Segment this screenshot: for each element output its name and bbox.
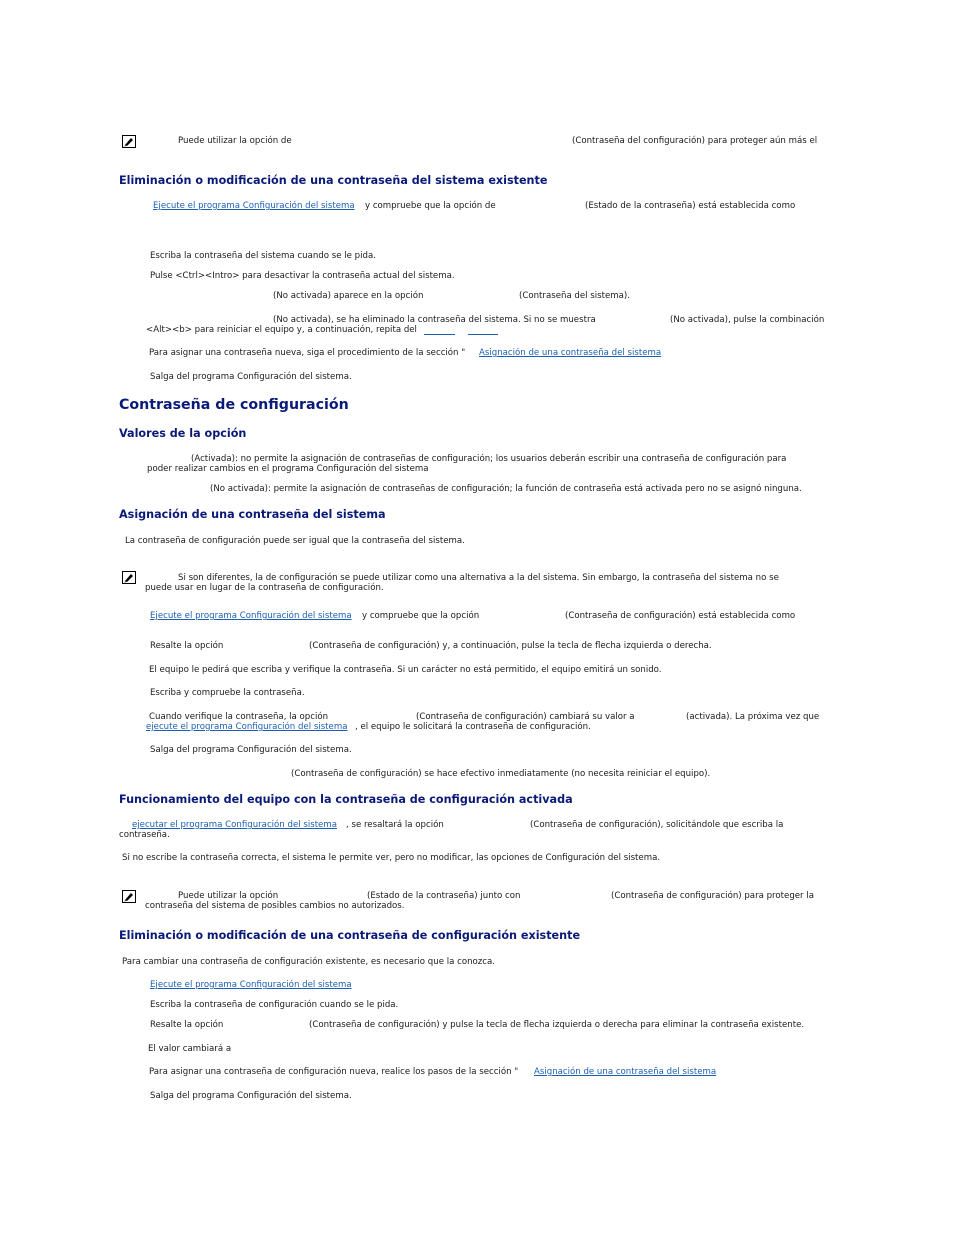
step-text: (Estado de la contraseña) está establecida como xyxy=(585,201,796,211)
option-text: poder realizar cambios en el programa Configuración del sistema xyxy=(147,464,429,474)
step-text: (Contraseña de configuración) está establecida como xyxy=(565,611,796,621)
step-text: Escriba y compruebe la contraseña. xyxy=(150,688,305,698)
step-reference-link[interactable] xyxy=(468,325,498,335)
run-setup-link[interactable]: ejecute el programa Configuración del sistema xyxy=(146,722,348,732)
section-heading: Funcionamiento del equipo con la contraseña de configuración activada xyxy=(119,793,573,806)
run-setup-link[interactable]: Ejecute el programa Configuración del sistema xyxy=(150,980,352,990)
step-text: , el equipo le solicitará la contraseña de configuración. xyxy=(355,722,591,732)
step-text: (Contraseña de configuración) cambiará su valor a xyxy=(416,712,635,722)
note-text: Puede utilizar la opción de xyxy=(178,136,292,146)
section-heading: Asignación de una contraseña del sistema xyxy=(119,508,386,521)
paragraph: Para cambiar una contraseña de configuración existente, es necesario que la conozca. xyxy=(122,957,496,967)
step-text: Salga del programa Configuración del sistema. xyxy=(150,372,352,382)
note-text: (Contraseña de configuración) para proteger la xyxy=(611,891,814,901)
run-setup-link[interactable]: Ejecute el programa Configuración del sistema xyxy=(153,201,355,211)
paragraph: Si no escribe la contraseña correcta, el sistema le permite ver, pero no modificar, las opciones de Configuración del sistema. xyxy=(122,853,661,863)
note-text: Si son diferentes, la de configuración se puede utilizar como una alternativa a la del sistema. Sin embargo, la contraseña del sistema no se xyxy=(178,573,779,583)
step-text: (Contraseña de configuración) y, a continuación, pulse la tecla de flecha izquierda o derecha. xyxy=(309,641,712,651)
run-setup-link[interactable]: Ejecute el programa Configuración del sistema xyxy=(150,611,352,621)
paragraph: (Contraseña de configuración) se hace efectivo inmediatamente (no necesita reiniciar el equipo). xyxy=(291,769,711,779)
step-text: Pulse <Ctrl><Intro> para desactivar la contraseña actual del sistema. xyxy=(150,271,455,281)
step-text: Cuando verifique la contraseña, la opción xyxy=(149,712,329,722)
step-text: (No activada) aparece en la opción xyxy=(273,291,424,301)
step-text: (activada). La próxima vez que xyxy=(686,712,820,722)
step-text: (No activada), pulse la combinación xyxy=(670,315,825,325)
step-text: El valor cambiará a xyxy=(148,1044,232,1054)
section-heading: Eliminación o modificación de una contraseña del sistema existente xyxy=(119,174,548,187)
paragraph: contraseña. xyxy=(119,830,170,840)
step-text: (No activada), se ha eliminado la contraseña del sistema. Si no se muestra xyxy=(273,315,596,325)
step-text: Salga del programa Configuración del sistema. xyxy=(150,1091,352,1101)
step-text: Para asignar una contraseña nueva, siga el procedimiento de la sección " xyxy=(149,348,466,358)
step-text: El equipo le pedirá que escriba y verifique la contraseña. Si un carácter no está permitido, el equipo emitirá un sonido. xyxy=(149,665,662,675)
option-text: (Activada): no permite la asignación de contraseñas de configuración; los usuarios deberán escribir una contraseña de configuración para xyxy=(191,454,787,464)
step-text: Resalte la opción xyxy=(150,1020,224,1030)
step-text: (Contraseña de configuración) y pulse la tecla de flecha izquierda o derecha para eliminar la contraseña existente. xyxy=(309,1020,805,1030)
step-text: <Alt><b> para reiniciar el equipo y, a continuación, repita del xyxy=(146,325,417,335)
note-icon xyxy=(122,571,136,584)
paragraph: (Contraseña de configuración), solicitándole que escriba la xyxy=(530,820,784,830)
step-reference-link[interactable] xyxy=(424,325,455,335)
note-text: (Estado de la contraseña) junto con xyxy=(367,891,521,901)
note-text: (Contraseña del configuración) para proteger aún más el xyxy=(572,136,818,146)
paragraph: , se resaltará la opción xyxy=(346,820,444,830)
assign-password-link[interactable]: Asignación de una contraseña del sistema xyxy=(479,348,662,358)
step-text: Escriba la contraseña del sistema cuando se le pida. xyxy=(150,251,376,261)
assign-password-link[interactable]: Asignación de una contraseña del sistema xyxy=(534,1067,717,1077)
page-title: Contraseña de configuración xyxy=(119,397,349,413)
section-heading: Valores de la opción xyxy=(119,427,247,440)
note-text: puede usar en lugar de la contraseña de configuración. xyxy=(145,583,384,593)
step-text: Salga del programa Configuración del sistema. xyxy=(150,745,352,755)
step-text: Resalte la opción xyxy=(150,641,224,651)
option-text: (No activada): permite la asignación de contraseñas de configuración; la función de contraseña está activada pero no se asignó ninguna. xyxy=(210,484,802,494)
step-text: Escriba la contraseña de configuración cuando se le pida. xyxy=(150,1000,399,1010)
section-heading: Eliminación o modificación de una contraseña de configuración existente xyxy=(119,929,581,942)
note-icon xyxy=(122,135,136,148)
step-text: Para asignar una contraseña de configuración nueva, realice los pasos de la sección " xyxy=(149,1067,519,1077)
paragraph: La contraseña de configuración puede ser igual que la contraseña del sistema. xyxy=(125,536,465,546)
note-text: contraseña del sistema de posibles cambios no autorizados. xyxy=(145,901,405,911)
run-setup-link[interactable]: ejecutar el programa Configuración del sistema xyxy=(132,820,337,830)
step-text: (Contraseña del sistema). xyxy=(519,291,631,301)
note-icon xyxy=(122,890,136,903)
step-text: y compruebe que la opción xyxy=(362,611,480,621)
note-text: Puede utilizar la opción xyxy=(178,891,279,901)
step-text: y compruebe que la opción de xyxy=(365,201,496,211)
